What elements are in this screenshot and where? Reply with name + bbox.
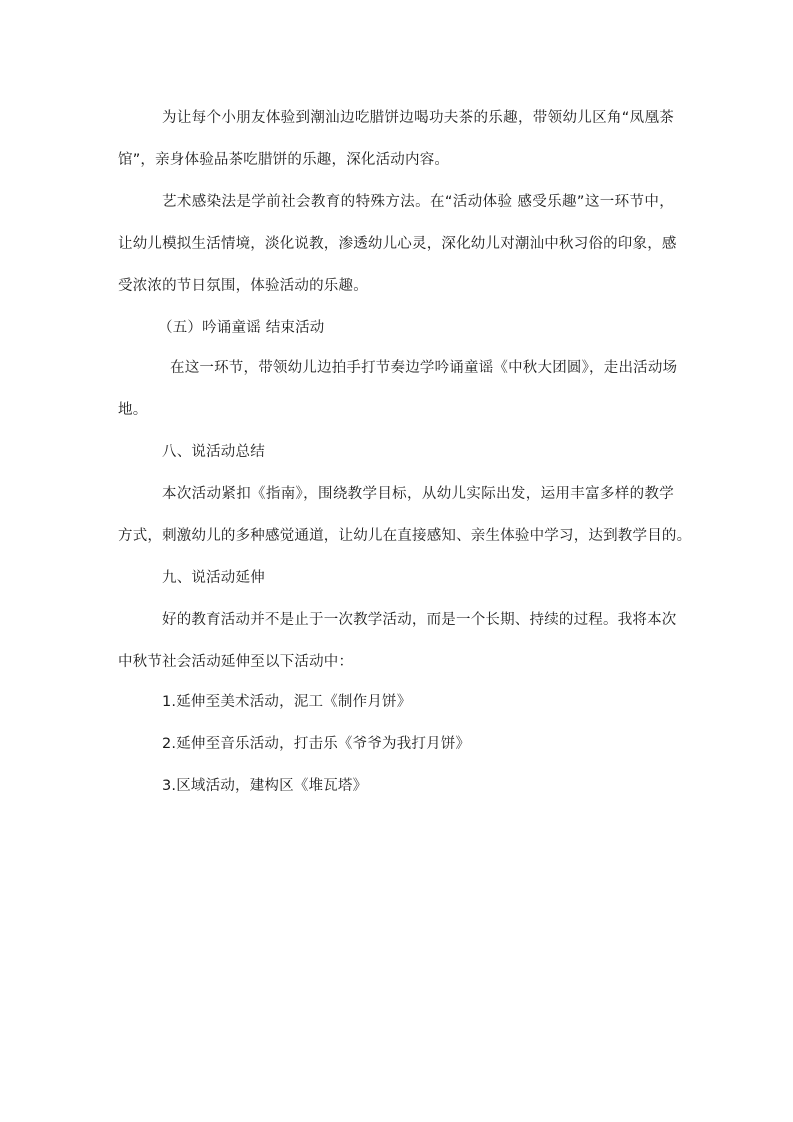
paragraph-line: 让幼儿模拟生活情境，淡化说教，渗透幼儿心灵，深化幼儿对潮汕中秋习俗的印象，感 <box>118 236 677 252</box>
paragraph-line: 好的教育活动并不是止于一次教学活动，而是一个长期、持续的过程。我将本次 <box>162 612 677 628</box>
paragraph-line: 馆”，亲身体验品茶吃腊饼的乐趣，深化活动内容。 <box>118 152 450 168</box>
list-item: 2.延伸至音乐活动，打击乐《爷爷为我打月饼》 <box>162 736 471 752</box>
list-item: 1.延伸至美术活动，泥工《制作月饼》 <box>162 694 412 710</box>
list-item: 3.区域活动，建构区《堆瓦塔》 <box>162 778 368 794</box>
section-heading: 九、说活动延伸 <box>162 570 265 586</box>
paragraph-line: 本次活动紧扣《指南》，围绕教学目标，从幼儿实际出发，运用丰富多样的教学 <box>162 486 674 502</box>
paragraph-line: 为让每个小朋友体验到潮汕边吃腊饼边喝功夫茶的乐趣，带领幼儿区角“凤凰茶 <box>162 110 674 126</box>
section-heading: （五）吟诵童谣 结束活动 <box>158 320 325 336</box>
paragraph-line: 受浓浓的节日氛围，体验活动的乐趣。 <box>118 278 368 294</box>
paragraph-line: 在这一环节，带领幼儿边拍手打节奏边学吟诵童谣《中秋大团圆》，走出活动场 <box>170 360 678 376</box>
paragraph-line: 地。 <box>118 402 148 418</box>
paragraph-line: 中秋节社会活动延伸至以下活动中： <box>118 654 354 670</box>
paragraph-line: 方式，刺激幼儿的多种感觉通道，让幼儿在直接感知、亲生体验中学习，达到教学目的。 <box>118 528 692 544</box>
section-heading: 八、说活动总结 <box>162 444 265 460</box>
paragraph-line: 艺术感染法是学前社会教育的特殊方法。在“活动体验 感受乐趣”这一环节中， <box>162 194 674 210</box>
